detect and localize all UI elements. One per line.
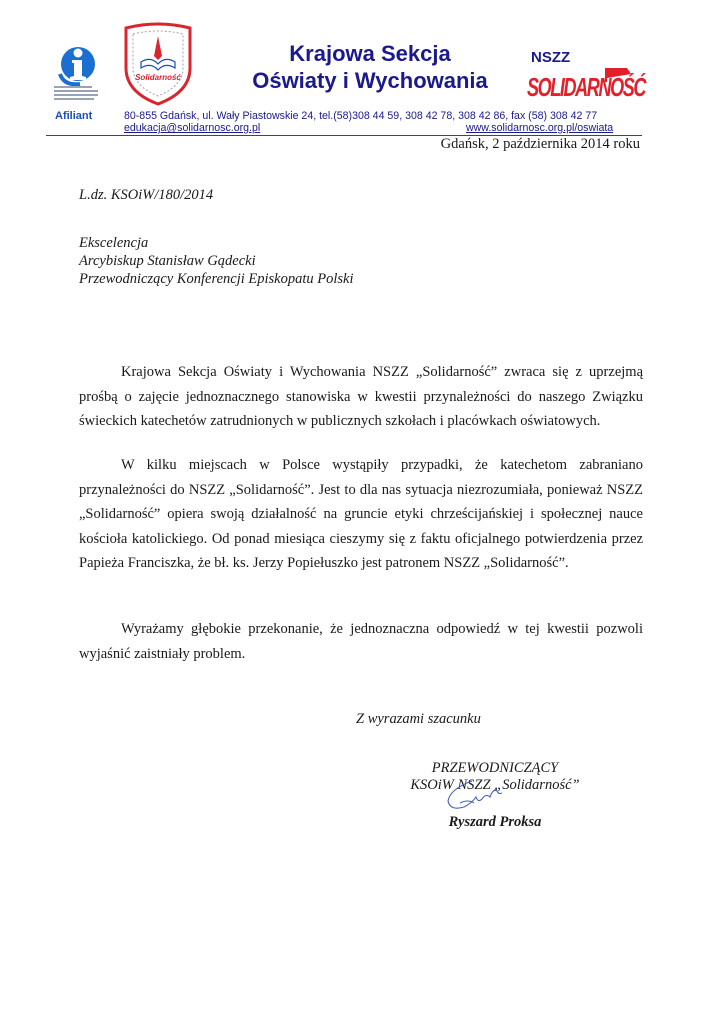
body-paragraph-2 [79, 453, 643, 576]
signatory-title-line-2: KSOiW NSZZ „Solidarność” [410, 777, 580, 793]
body-paragraph-1 [79, 360, 643, 434]
paragraph-text: W kilku miejscach w Polsce wystąpiły przypadki, że katechetom zabraniano przynależności do NSZZ „Solidarność”. Jest to dla nas sytuacja niezrozumiała, ponieważ NSZZ „Solidarność” opiera swoją działalność na gruncie etyki chrześcijańskiej i społecznej nauce kościoła katolickiego. Od ponad miesiąca cieszymy się z faktu oficjalnego potwierdzenia przez Papieża Franciszka, że bł. ks. Jerzy Popiełuszko jest patronem NSZZ „Solidarność”. [79, 457, 643, 571]
handwritten-signature-icon [442, 777, 512, 813]
org-title-line-2: Oświaty i Wychowania [252, 68, 488, 93]
body-paragraph-3 [79, 617, 643, 666]
afiliant-label: Afiliant [55, 110, 93, 122]
signatory-name: Ryszard Proksa [448, 814, 542, 830]
reference-number: L.dz. KSOiW/180/2014 [79, 187, 214, 203]
paragraph-text: Krajowa Sekcja Oświaty i Wychowania NSZZ „Solidarność” zwraca się z uprzejmą prośbą o zajęcie jednoznacznego stanowiska w kwestii przynależności do naszego Związku świeckich katechetów zatrudnionych w publicznych szkołach i placówkach oświatowych. [79, 364, 643, 429]
organization-title [220, 40, 520, 94]
addressee-block [79, 234, 354, 288]
letter-date: Gdańsk, 2 października 2014 roku [440, 136, 640, 152]
org-title-line-1: Krajowa Sekcja [289, 41, 451, 66]
addressee-line: Arcybiskup Stanisław Gądecki [79, 253, 256, 269]
paragraph-text: Wyrażamy głębokie przekonanie, że jednoznaczna odpowiedź w tej kwestii pozwoli wyjaśnić zaistniały problem. [79, 621, 643, 662]
solidarnosc-logo-icon [527, 64, 647, 102]
addressee-line: Ekscelencja [79, 235, 149, 251]
website-link[interactable]: www.solidarnosc.org.pl/oswiata [466, 122, 614, 134]
signatory-title-line-1: PRZEWODNICZĄCY [431, 760, 559, 776]
contact-address: 80-855 Gdańsk, ul. Wały Piastowskie 24, tel.(58)308 44 59, 308 42 78, 308 42 86, fax (58) 308 42 77 [124, 110, 598, 122]
ksoiw-shield-logo-icon [121, 22, 195, 106]
email-link[interactable]: edukacja@solidarnosc.org.pl [124, 122, 261, 134]
svg-text:SOLIDARNOŚĆ: SOLIDARNOŚĆ [527, 72, 648, 102]
addressee-line: Przewodniczący Konferencji Episkopatu Polski [79, 271, 354, 287]
svg-text:Solidarność: Solidarność [135, 73, 181, 82]
closing-salutation: Z wyrazami szacunku [356, 711, 481, 727]
logo-caption-lines [54, 86, 100, 102]
nszz-label: NSZZ [531, 49, 571, 66]
